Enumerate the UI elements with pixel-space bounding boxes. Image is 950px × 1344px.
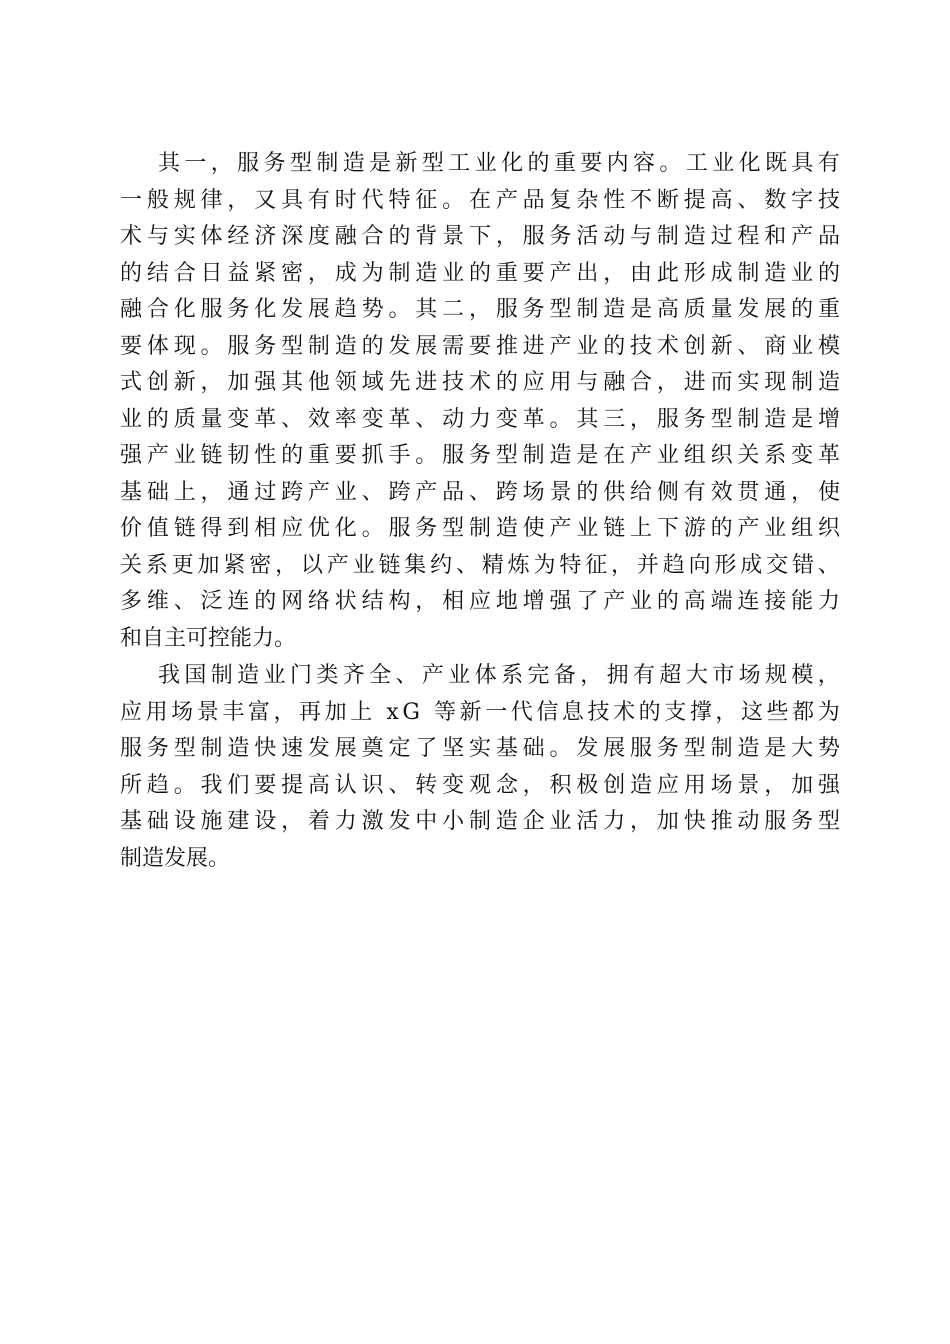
paragraph-1 — [120, 146, 840, 657]
paragraph-line: 一 般 规 律 ， 又 具 有 时 代 特 征 。 在 产 品 复 杂 性 不 断 提 高 、 数 字 技 — [120, 187, 840, 213]
paragraph-line: 基 础 设 施 建 设 ， 着 力 激 发 中 小 制 造 企 业 活 力 ， 加 快 推 动 服 务 型 — [120, 809, 840, 834]
paragraph-line: 式 创 新 ， 加 强 其 他 领 域 先 进 技 术 的 应 用 与 融 合 ， 进 而 实 现 制 造 — [120, 370, 840, 395]
paragraph-line: 术 与 实 体 经 济 深 度 融 合 的 背 景 下 ， 服 务 活 动 与 制 造 过 程 和 产 品 — [120, 224, 840, 249]
paragraph-line: 强 产 业 链 韧 性 的 重 要 抓 手 。 服 务 型 制 造 是 在 产 业 组 织 关 系 变 革 — [120, 443, 840, 468]
paragraph-line: 和自主可控能力。 — [120, 625, 297, 651]
paragraph-2 — [120, 658, 840, 877]
paragraph-line: 关 系 更 加 紧 密 ， 以 产 业 链 集 约 、 精 炼 为 特 征 ， 并 趋 向 形 成 交 错 、 — [120, 552, 840, 578]
paragraph-line: 应 用 场 景 丰 富 ， 再 加 上 x G 等 新 一 代 信 息 技 术 的 支 撑 ， 这 些 都 为 — [120, 699, 840, 725]
paragraph-line: 所 趋 。 我 们 要 提 高 认 识 、 转 变 观 念 ， 积 极 创 造 应 用 场 景 ， 加 强 — [120, 772, 840, 798]
paragraph-line: 我 国 制 造 业 门 类 齐 全 、 产 业 体 系 完 备 ， 拥 有 超 大 市 场 规 模 ， — [158, 663, 840, 688]
paragraph-line: 价 值 链 得 到 相 应 优 化 。 服 务 型 制 造 使 产 业 链 上 下 游 的 产 业 组 织 — [120, 516, 840, 541]
paragraph-line: 基 础 上 ， 通 过 跨 产 业 、 跨 产 品 、 跨 场 景 的 供 给 侧 有 效 贯 通 ， 使 — [120, 479, 840, 505]
paragraph-line: 业 的 质 量 变 革 、 效 率 变 革 、 动 力 变 革 。 其 三 ， 服 务 型 制 造 是 增 — [120, 406, 840, 432]
paragraph-line: 服 务 型 制 造 快 速 发 展 奠 定 了 坚 实 基 础 。 发 展 服 务 型 制 造 是 大 势 — [120, 736, 840, 761]
paragraph-line: 要 体 现 。 服 务 型 制 造 的 发 展 需 要 推 进 产 业 的 技 术 创 新 、 商 业 模 — [120, 333, 840, 359]
paragraph-line: 融 合 化 服 务 化 发 展 趋 势 。 其 二 ， 服 务 型 制 造 是 高 质 量 发 展 的 重 — [120, 297, 840, 322]
paragraph-line: 的 结 合 日 益 紧 密 ， 成 为 制 造 业 的 重 要 产 出 ， 由 此 形 成 制 造 业 的 — [120, 260, 840, 286]
paragraph-line: 制造发展。 — [120, 845, 231, 871]
paragraph-line: 其 一 ， 服 务 型 制 造 是 新 型 工 业 化 的 重 要 内 容 。 工 业 化 既 具 有 — [158, 151, 840, 176]
paragraph-line: 多 维 、 泛 连 的 网 络 状 结 构 ， 相 应 地 增 强 了 产 业 的 高 端 连 接 能 力 — [120, 589, 840, 614]
